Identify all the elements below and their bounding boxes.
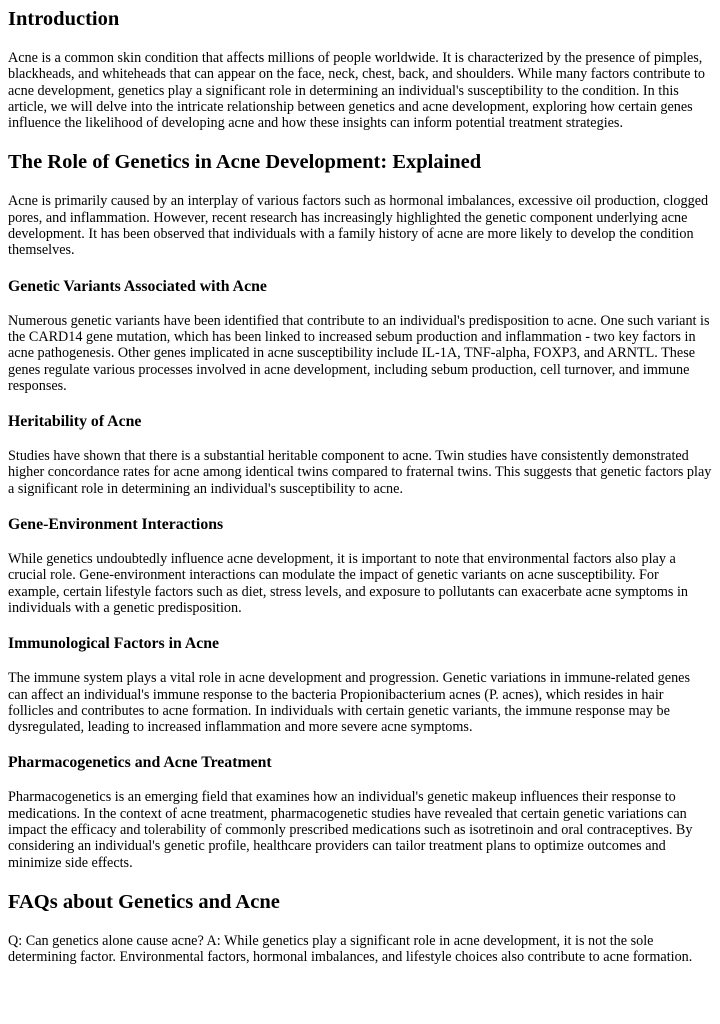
pharmacogenetics-heading: Pharmacogenetics and Acne Treatment bbox=[8, 754, 272, 772]
faq-heading: FAQs about Genetics and Acne bbox=[8, 890, 280, 913]
genetic-variants-paragraph: Numerous genetic variants have been identified that contribute to an individual's predisposition to acne. One such variant is the CARD14 gene mutation, which has been linked to increased sebum production and inflammation - two key factors in acne pathogenesis. Other genes implicated in acne susceptibility include IL-1A, TNF-alpha, FOXP3, and ARNTL. These genes regulate various processes involved in acne development, including sebum production, cell turnover, and immune responses. bbox=[8, 312, 710, 394]
heritability-heading: Heritability of Acne bbox=[8, 413, 142, 431]
immunological-heading: Immunological Factors in Acne bbox=[8, 635, 220, 653]
immunological-paragraph: The immune system plays a vital role in acne development and progression. Genetic variations in immune-related genes can affect an individual's immune response to the bacteria Propionibacterium acnes (P. acnes), which resides in hair follicles and contributes to acne formation. In individuals with certain genetic variants, the immune response may be dysregulated, leading to increased inflammation and more severe acne symptoms. bbox=[8, 670, 690, 736]
heritability-paragraph: Studies have shown that there is a substantial heritable component to acne. Twin studies have consistently demonstrated higher concordance rates for acne among identical twins compared to fraternal twins. This suggests that genetic factors play a significant role in determining an individual's susceptibility to acne. bbox=[8, 448, 712, 497]
pharmacogenetics-paragraph: Pharmacogenetics is an emerging field that examines how an individual's genetic makeup influences their response to medications. In the context of acne treatment, pharmacogenetic studies have revealed that certain genetic variations can impact the efficacy and tolerability of commonly prescribed medications such as isotretinoin and oral contraceptives. By considering an individual's genetic profile, healthcare providers can tailor treatment plans to optimize outcomes and minimize side effects. bbox=[8, 789, 693, 871]
intro-paragraph: Acne is a common skin condition that affects millions of people worldwide. It is characterized by the presence of pimples, blackheads, and whiteheads that can appear on the face, neck, chest, back, and shoulders. While many factors contribute to acne development, genetics play a significant role in determining an individual's susceptibility to the condition. In this article, we will delve into the intricate relationship between genetics and acne development, exploring how certain genes influence the likelihood of developing acne and how these insights can inform potential treatment strategies. bbox=[8, 50, 706, 132]
genetic-variants-heading: Genetic Variants Associated with Acne bbox=[8, 277, 267, 295]
gene-environment-paragraph: While genetics undoubtedly influence acne development, it is important to note that environmental factors also play a crucial role. Gene-environment interactions can modulate the impact of genetic variants on acne susceptibility. For example, certain lifestyle factors such as diet, stress levels, and exposure to pollutants can exacerbate acne symptoms in individuals with a genetic predisposition. bbox=[8, 551, 688, 616]
gene-environment-heading: Gene-Environment Interactions bbox=[8, 516, 224, 534]
intro-heading: Introduction bbox=[8, 8, 120, 30]
faq-paragraph: Q: Can genetics alone cause acne? A: While genetics play a significant role in acne development, it is not the sole determining factor. Environmental factors, hormonal imbalances, and lifestyle choices also contribute to acne formation. bbox=[8, 932, 693, 966]
article bbox=[0, 7, 720, 966]
role-heading: The Role of Genetics in Acne Development: Explained bbox=[8, 151, 482, 174]
role-paragraph: Acne is primarily caused by an interplay of various factors such as hormonal imbalances, excessive oil production, clogged pores, and inflammation. However, recent research has increasingly highlighted the genetic component underlying acne development. It has been observed that individuals with a family history of acne are more likely to develop the condition themselves. bbox=[8, 193, 709, 259]
